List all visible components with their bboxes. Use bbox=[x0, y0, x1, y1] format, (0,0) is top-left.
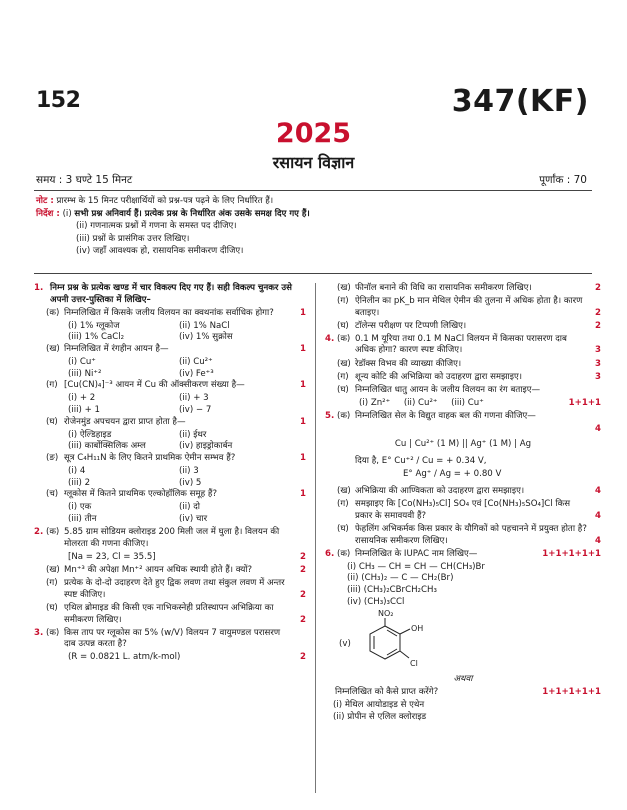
sub-label: (घ) bbox=[337, 524, 349, 535]
instruction-3 bbox=[36, 233, 596, 246]
option: (i) Zn²⁺ bbox=[359, 397, 391, 408]
marks: 2 bbox=[595, 307, 601, 318]
question-4-ga bbox=[325, 372, 601, 384]
marks: 4 bbox=[595, 511, 601, 521]
option: (iii) + 1 bbox=[68, 404, 100, 415]
question-text: रेडॉक्स विभव की व्याख्या कीजिए। bbox=[355, 358, 462, 369]
sub-label: (घ) bbox=[337, 320, 349, 331]
option: (i) ऐल्डिहाइड bbox=[68, 429, 112, 440]
bond-oh bbox=[400, 629, 410, 634]
no2-label: NO₂ bbox=[377, 609, 394, 619]
option: (i) एक bbox=[68, 502, 92, 513]
nirdesh-label: निर्देश : bbox=[36, 208, 60, 219]
option: (iii) Cu⁺ bbox=[451, 397, 484, 408]
sub-label: (ग) bbox=[46, 578, 58, 589]
note-line bbox=[36, 195, 596, 208]
cell-notation: Cu | Cu²⁺ (1 M) || Ag⁺ (1 M) | Ag bbox=[394, 439, 532, 450]
paper-code: 347(KF) bbox=[451, 84, 589, 119]
option: (ii) 3 bbox=[179, 465, 199, 476]
marks: 2 bbox=[300, 589, 306, 600]
option: (ii) + 3 bbox=[179, 393, 209, 404]
alternative-items bbox=[325, 700, 601, 723]
option: (iii) कार्बोक्सिलिक अम्ल bbox=[68, 441, 146, 452]
marks: 1 bbox=[300, 489, 306, 500]
iupac-item: (ii) (CH₃)₂ — C — CH₂(Br) bbox=[347, 573, 454, 584]
marks: 4 bbox=[595, 535, 601, 546]
question-number: 1. bbox=[34, 283, 44, 293]
marks: 1 bbox=[300, 343, 306, 354]
instruction-text: जहाँ आवश्यक हो, रासायनिक समीकरण दीजिए। bbox=[92, 246, 244, 256]
option: (iii) Ni⁺² bbox=[68, 368, 102, 379]
item-label: (v) bbox=[339, 639, 351, 650]
sub-label: (ख) bbox=[337, 486, 351, 497]
option: (ii) 1% NaCl bbox=[179, 320, 230, 331]
question-text: टॉलेन्स परीक्षण पर टिप्पणी लिखिए। bbox=[355, 320, 467, 331]
column-divider bbox=[315, 283, 316, 793]
option: (iv) 1% सुक्रोस bbox=[179, 332, 233, 343]
time-allowed: समय : 3 घण्टे 15 मिनट bbox=[36, 174, 133, 186]
ring-double-bond bbox=[387, 630, 397, 636]
question-1-gha bbox=[34, 417, 306, 429]
instruction-text: प्रश्नों के प्रासंगिक उत्तर लिखिए। bbox=[92, 233, 190, 244]
marks: 3 bbox=[595, 358, 601, 369]
sub-label: (क) bbox=[45, 527, 60, 538]
question-text: निम्नलिखित को कैसे प्राप्त करेंगे? bbox=[335, 687, 439, 698]
marks: 1+1+1+1+1 bbox=[542, 548, 601, 559]
option: (iii) 1% CaCl₂ bbox=[68, 332, 125, 343]
question-1 bbox=[34, 283, 306, 306]
page-number: 152 bbox=[36, 88, 81, 113]
sub-label: (घ) bbox=[46, 602, 58, 613]
question-number: 3. bbox=[34, 627, 44, 638]
question-text: निम्न प्रश्न के प्रत्येक खण्ड में चार विकल्प दिए गए हैं। सही विकल्प चुनकर उसे अपनी उत्तर-पुस्तिका में लिखिए– bbox=[50, 283, 292, 305]
marks: 1+1+1 bbox=[568, 397, 601, 408]
sub-label: (क) bbox=[336, 548, 351, 559]
question-4-ka bbox=[325, 334, 601, 357]
marks: 3 bbox=[595, 345, 601, 356]
marks: 2 bbox=[300, 565, 306, 576]
question-number: 5. bbox=[325, 410, 335, 421]
question-text: निम्नलिखित में रंगहीन आयन है— bbox=[64, 343, 169, 354]
question-6-alternative bbox=[325, 687, 601, 699]
question-text: निम्नलिखित धातु आयन के जलीय विलयन का रंग बताइए— bbox=[355, 384, 541, 395]
question-2-ka-data bbox=[34, 552, 306, 564]
options bbox=[34, 502, 306, 525]
iupac-item: (iv) (CH₃)₃CCl bbox=[347, 596, 405, 607]
question-2-ka bbox=[34, 527, 306, 550]
bond-cl bbox=[400, 651, 409, 658]
question-text: 5.85 ग्राम सोडियम क्लोराइड 200 मिली जल में घुला है। विलयन की मोलरता की गणना कीजिए। bbox=[64, 527, 280, 549]
given-data: [Na = 23, Cl = 35.5] bbox=[68, 552, 156, 563]
question-text: समझाइए कि [Co(NH₃)₅Cl] SO₄ एवं [Co(NH₃)₅SO₄]Cl किस प्रकार के समावयवी हैं? bbox=[355, 499, 571, 521]
marks: 2 bbox=[300, 552, 306, 563]
option: (ii) Cu²⁺ bbox=[179, 357, 213, 368]
question-text: फेहलिंग अभिकर्मक किस प्रकार के यौगिकों को पहचानने में प्रयुक्त होता है? रासायनिक समीकरण लिखिए। bbox=[355, 524, 587, 546]
question-5-ga bbox=[325, 499, 601, 522]
marks: 2 bbox=[300, 614, 306, 625]
question-3-ka bbox=[34, 628, 306, 651]
options bbox=[34, 321, 306, 344]
question-1-ka bbox=[34, 308, 306, 320]
option: (i) 1% ग्लूकोज bbox=[68, 320, 120, 331]
structure-item-v bbox=[325, 608, 601, 674]
note-text: प्रारम्भ के 15 मिनट परीक्षार्थियों को प्रश्न-पत्र पढ़ने के लिए निर्धारित हैं। bbox=[56, 196, 274, 206]
question-1-ga bbox=[34, 380, 306, 392]
question-text: शून्य कोटि की अभिक्रिया को उदाहरण द्वारा समझाइए। bbox=[355, 371, 522, 382]
marks: 1 bbox=[300, 452, 306, 463]
instruction-num: (i) bbox=[62, 208, 72, 219]
question-1-cha bbox=[34, 489, 306, 501]
option: (ii) Cu²⁺ bbox=[403, 397, 438, 408]
options bbox=[34, 430, 306, 453]
option: (i) 4 bbox=[68, 465, 86, 476]
question-3-ka-data bbox=[34, 652, 306, 664]
marks: 4 bbox=[595, 424, 601, 435]
instruction-4 bbox=[36, 245, 596, 258]
question-6-ka bbox=[325, 549, 601, 561]
question-3-kha bbox=[325, 283, 601, 295]
question-1-nga bbox=[34, 453, 306, 465]
question-1-kha bbox=[34, 344, 306, 356]
question-text: फीनॉल बनाने की विधि का रासायनिक समीकरण लिखिए। bbox=[355, 283, 532, 293]
question-text: निम्नलिखित में किसके जलीय विलयन का क्वथनांक सर्वाधिक होगा? bbox=[64, 307, 274, 318]
option: (iii) 2 bbox=[68, 477, 91, 488]
marks: 1 bbox=[300, 380, 306, 391]
question-text: सूत्र C₄H₁₁N के लिए कितने प्राथमिक ऐमीन सम्भव हैं? bbox=[64, 452, 236, 463]
ring-double-bond bbox=[387, 649, 397, 655]
question-2-gha bbox=[34, 603, 306, 626]
option: (ii) दो bbox=[179, 502, 201, 513]
marks: 4 bbox=[595, 486, 601, 497]
alternative-item: (i) मेथिल आयोडाइड से एथेन bbox=[333, 700, 425, 711]
marks: 2 bbox=[300, 652, 306, 663]
question-text: अभिक्रिया की आण्विकता को उदाहरण द्वारा समझाइए। bbox=[355, 486, 525, 497]
question-text: निम्नलिखित सेल के विद्युत वाहक बल की गणना कीजिए— bbox=[355, 410, 536, 421]
question-3-gha bbox=[325, 321, 601, 333]
option: (iv) चार bbox=[179, 513, 208, 524]
marks: 3 bbox=[595, 371, 601, 382]
question-text: 0.1 M यूरिया तथा 0.1 M NaCl विलयन में किसका परासरण दाब अधिक होगा? कारण स्पष्ट कीजिए। bbox=[355, 333, 567, 356]
sub-label: (क) bbox=[45, 627, 60, 638]
alternative-item: (ii) प्रोपीन से एलिल क्लोराइड bbox=[333, 712, 427, 723]
right-column bbox=[325, 283, 601, 724]
question-4-gha bbox=[325, 385, 601, 397]
question-4-gha-options bbox=[325, 398, 601, 410]
option: (iv) − 7 bbox=[179, 404, 212, 415]
sub-label: (ख) bbox=[337, 358, 351, 369]
marks: 2 bbox=[595, 320, 601, 331]
subject-title: रसायन विज्ञान bbox=[272, 153, 355, 172]
header-divider bbox=[34, 190, 592, 191]
options bbox=[34, 466, 306, 489]
instructions bbox=[36, 195, 596, 258]
instructions-divider bbox=[34, 273, 592, 274]
exam-year: 2025 bbox=[275, 118, 352, 149]
marks: 2 bbox=[595, 283, 601, 293]
nitrophenol-structure-diagram bbox=[355, 608, 445, 674]
given-potential-cu: दिया है, E° Cu⁺² / Cu = + 0.34 V, bbox=[355, 455, 487, 466]
question-text: प्रत्येक के दो-दो उदाहरण देते हुए द्विक लवण तथा संकुल लवण में अन्तर स्पष्ट कीजिए। bbox=[64, 578, 285, 600]
note-label: नोट : bbox=[36, 196, 54, 206]
sub-label: (ग) bbox=[337, 499, 349, 510]
question-3-ga bbox=[325, 296, 601, 319]
sub-label: (ग) bbox=[337, 296, 349, 307]
marks: 1 bbox=[300, 416, 306, 427]
cl-label: Cl bbox=[409, 659, 418, 669]
marks: 1 bbox=[300, 307, 306, 318]
question-text: रोजेनमुंड अपचयन द्वारा प्राप्त होता है— bbox=[64, 416, 186, 427]
instruction-text: गणनात्मक प्रश्नों में गणना के समस्त पद दीजिए। bbox=[90, 221, 237, 231]
sub-label: (घ) bbox=[46, 416, 58, 427]
sub-label: (ख) bbox=[46, 343, 60, 354]
question-number: 6. bbox=[325, 548, 335, 559]
sub-label: (ख) bbox=[46, 565, 60, 576]
sub-label: (च) bbox=[46, 489, 59, 500]
sub-label: (क) bbox=[336, 410, 351, 421]
option: (iv) हाइड्रोकार्बन bbox=[179, 441, 233, 452]
sub-label: (ग) bbox=[46, 380, 58, 391]
question-text: [Cu(CN)₄]⁻³ आयन में Cu की ऑक्सीकरण संख्या है— bbox=[64, 380, 245, 391]
option: (i) + 2 bbox=[68, 393, 96, 404]
question-2-ga bbox=[34, 578, 306, 601]
option: (ii) ईथर bbox=[179, 429, 207, 440]
question-text: किस ताप पर ग्लूकोस का 5% (w/V) विलयन 7 वायुमण्डल परासरण दाब उत्पन्न करता है? bbox=[64, 627, 281, 650]
question-5-ka-marks-row bbox=[325, 424, 601, 436]
question-text: एथिल ब्रोमाइड की किसी एक नाभिकस्नेही प्रतिस्थापन अभिक्रिया का समीकरण लिखिए। bbox=[64, 602, 274, 625]
option: (iv) 5 bbox=[179, 477, 202, 488]
given-data: (R = 0.0821 L. atm/k-mol) bbox=[68, 652, 181, 663]
instruction-num: (iv) bbox=[76, 246, 91, 256]
question-4-kha bbox=[325, 359, 601, 371]
iupac-item: (i) CH₃ — CH = CH — CH(CH₃)Br bbox=[347, 561, 485, 572]
question-5-gha bbox=[325, 524, 601, 547]
instruction-text: सभी प्रश्न अनिवार्य हैं। प्रत्येक प्रश्न के निर्धारित अंक उसके समक्ष दिए गए हैं। bbox=[74, 208, 310, 219]
sub-label: (ग) bbox=[337, 371, 349, 382]
marks: 1+1+1+1+1 bbox=[542, 687, 601, 698]
option: (iv) Fe⁺³ bbox=[179, 368, 214, 379]
question-text: Mn⁺³ की अपेक्षा Mn⁺² आयन अधिक स्थायी होते हैं। क्यों? bbox=[64, 565, 253, 576]
left-column bbox=[34, 283, 306, 665]
instruction-num: (ii) bbox=[76, 221, 88, 231]
options bbox=[34, 357, 306, 380]
iupac-items bbox=[325, 562, 601, 608]
question-text: ग्लूकोस में कितने प्राथमिक एल्कोहॉलिक समूह हैं? bbox=[64, 489, 218, 500]
option: (iii) तीन bbox=[68, 513, 97, 524]
instruction-1 bbox=[36, 208, 596, 221]
instruction-num: (iii) bbox=[76, 233, 90, 244]
athava-separator: अथवा bbox=[453, 674, 473, 685]
sub-label: (क) bbox=[336, 333, 351, 344]
options bbox=[34, 393, 306, 416]
question-number: 2. bbox=[34, 527, 44, 538]
question-text: निम्नलिखित के IUPAC नाम लिखिए— bbox=[355, 548, 478, 559]
given-potential-ag: E° Ag⁺ / Ag = + 0.80 V bbox=[403, 468, 502, 479]
sub-label: (ख) bbox=[337, 283, 351, 293]
option: (i) Cu⁺ bbox=[68, 357, 96, 368]
instruction-2 bbox=[36, 220, 596, 233]
full-marks: पूर्णांक : 70 bbox=[539, 174, 587, 186]
sub-label: (क) bbox=[46, 307, 60, 318]
question-number: 4. bbox=[325, 333, 335, 344]
sub-label: (घ) bbox=[337, 384, 349, 395]
question-2-kha bbox=[34, 565, 306, 577]
sub-label: (ङ) bbox=[46, 452, 59, 463]
oh-label: OH bbox=[410, 624, 424, 634]
question-text: ऐनिलीन का pK_b मान मेथिल ऐमीन की तुलना में अधिक होता है। कारण बताइए। bbox=[355, 296, 583, 318]
question-5-ka bbox=[325, 411, 601, 423]
question-5-kha bbox=[325, 486, 601, 498]
iupac-item: (iii) (CH₃)₂CBrCH₂CH₃ bbox=[347, 585, 437, 596]
